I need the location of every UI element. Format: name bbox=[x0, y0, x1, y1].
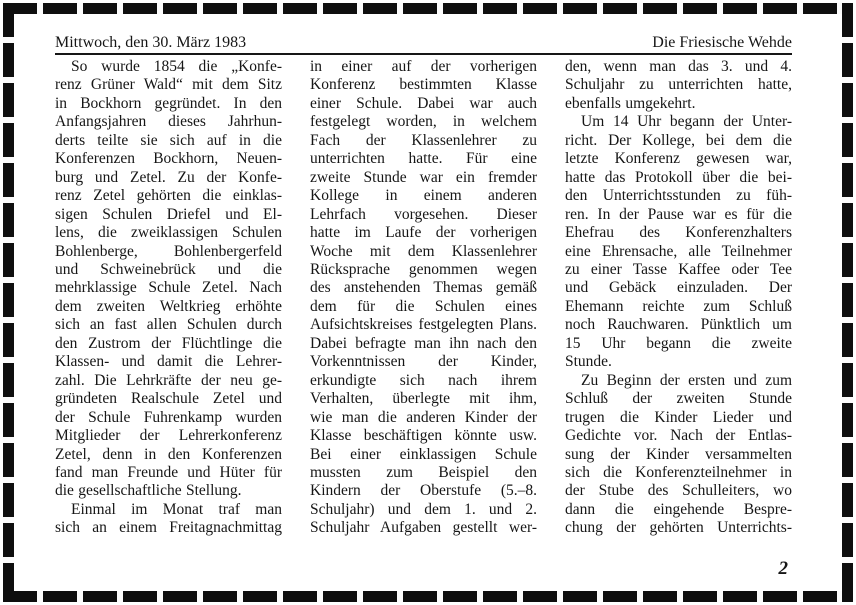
text-line: Einmal im Monat traf man bbox=[71, 500, 282, 518]
text-line: der Schule Fuhrenkamp wurden bbox=[55, 408, 282, 426]
text-line: Fach der Klassenlehrer zu bbox=[310, 131, 537, 149]
text-line: des anstehenden Themas gemäß bbox=[310, 279, 537, 297]
text-line: Konferenzen Bockhorn, Neuen- bbox=[55, 150, 282, 168]
text-column-2 bbox=[310, 58, 537, 538]
text-line: Konferenz bestimmten Klasse bbox=[310, 76, 537, 94]
text-line: der Stube des Schulleiters, wo bbox=[565, 482, 792, 500]
text-line: Schuljahr Aufgaben gestellt wer- bbox=[310, 519, 537, 537]
text-line: unterrichten hatte. Für eine bbox=[310, 150, 537, 168]
text-line: sich an einem Freitagnachmittag bbox=[55, 519, 282, 537]
text-line: wie man die anderen Kinder der bbox=[310, 408, 537, 426]
text-line: So wurde 1854 die „Konfe- bbox=[71, 58, 282, 75]
text-line: Gedichte vor. Nach der Entlas- bbox=[565, 427, 792, 445]
text-line: Zetel, denn in den Konferenzen bbox=[55, 445, 282, 463]
text-line: letzte Konferenz gewesen war, bbox=[565, 150, 792, 168]
text-line: Schluß der zweiten Stunde bbox=[565, 390, 792, 408]
text-line: zu einer Tasse Kaffee oder Tee bbox=[565, 260, 792, 278]
text-line: erkundigte sich nach ihrem bbox=[310, 371, 537, 389]
text-line: Schuljahr) und dem 1. und 2. bbox=[310, 500, 537, 518]
film-border-bottom bbox=[3, 591, 853, 602]
text-line: Ehemann reichte zum Schluß bbox=[565, 297, 792, 315]
text-column-1 bbox=[55, 58, 282, 538]
text-line: den, wenn man das 3. und 4. bbox=[565, 58, 792, 75]
text-line: trugen die Kinder Lieder und bbox=[565, 408, 792, 426]
text-line: richt. Der Kollege, bei dem die bbox=[565, 131, 792, 149]
text-line: Anfangsjahren dieses Jahrhun- bbox=[55, 113, 282, 131]
header-publication-title: Die Friesische Wehde bbox=[652, 34, 792, 51]
text-line: hatte das Protokoll über die bei- bbox=[565, 168, 792, 186]
text-column-3 bbox=[565, 58, 792, 538]
text-line: sigen Schulen Driefel und El- bbox=[55, 205, 282, 223]
text-line: in Bockhorn gegründet. In den bbox=[55, 94, 282, 112]
film-border-right bbox=[842, 3, 853, 602]
text-line: gründeten Realschule Zetel und bbox=[55, 390, 282, 408]
text-line: hatte im Laufe der vorherigen bbox=[310, 224, 537, 242]
text-line: Um 14 Uhr begann der Unter- bbox=[581, 113, 792, 131]
text-line: zweite Stunde war ein fremder bbox=[310, 168, 537, 186]
text-line: Mitglieder der Lehrerkonferenz bbox=[55, 427, 282, 445]
text-columns bbox=[55, 58, 792, 538]
text-line: Verhalten, überlegte mit ihm, bbox=[310, 390, 537, 408]
text-line: zahl. Die Lehrkräfte der neu ge- bbox=[55, 371, 282, 389]
text-line: in einer auf der vorherigen bbox=[310, 58, 537, 75]
text-line: Woche mit dem Klassenlehrer bbox=[310, 242, 537, 260]
text-line: ren. In der Pause war es für die bbox=[565, 205, 792, 223]
text-line: Rücksprache genommen wegen bbox=[310, 260, 537, 278]
text-line: sich die Konferenzteilnehmer in bbox=[565, 463, 792, 481]
text-line: burg und Zetel. Zu der Konfe- bbox=[55, 168, 282, 186]
text-line: Ehefrau des Konferenzhalters bbox=[565, 224, 792, 242]
text-line: und Schweinebrück und die bbox=[55, 260, 282, 278]
film-border-corner bbox=[3, 591, 14, 602]
text-line: noch Rauchwaren. Pünktlich um bbox=[565, 316, 792, 334]
text-line: dann die eingehende Bespre- bbox=[565, 500, 792, 518]
text-line: Klasse beschäftigen könnte usw. bbox=[310, 427, 537, 445]
header-date: Mittwoch, den 30. März 1983 bbox=[55, 34, 247, 51]
text-line: Bei einer einklassigen Schule bbox=[310, 445, 537, 463]
text-line: Stunde. bbox=[565, 353, 612, 371]
text-line: mehrklassige Schule Zetel. Nach bbox=[55, 279, 282, 297]
film-border-corner bbox=[842, 3, 853, 14]
text-line: Schuljahr zu unterrichten hatte, bbox=[565, 76, 792, 94]
text-line: lens, die zweiklassigen Schulen bbox=[55, 224, 282, 242]
text-line: einer Schule. Dabei war auch bbox=[310, 94, 537, 112]
text-line: die gesellschaftliche Stellung. bbox=[55, 482, 242, 500]
text-line: Kollege in einem anderen bbox=[310, 187, 537, 205]
text-line: renz Grüner Wald“ mit dem Sitz bbox=[55, 76, 282, 94]
text-line: den Unterrichtsstunden zu füh- bbox=[565, 187, 792, 205]
page-content bbox=[55, 33, 792, 538]
text-line: 15 Uhr begann die zweite bbox=[565, 334, 792, 352]
text-line: Klassen- und damit die Lehrer- bbox=[55, 353, 282, 371]
text-line: fand man Freunde und Hüter für bbox=[55, 463, 282, 481]
text-line: Dabei befragte man ihn nach den bbox=[310, 334, 537, 352]
film-border-corner bbox=[3, 3, 14, 14]
text-line: Aufsichtskreises festgelegten Plans. bbox=[310, 316, 537, 334]
text-line: Zu Beginn der ersten und zum bbox=[581, 371, 792, 389]
text-line: chung der gehörten Unterrichts- bbox=[565, 519, 792, 537]
text-line: renz Zetel gehörten die einklas- bbox=[55, 187, 282, 205]
text-line: Kindern der Oberstufe (5.–8. bbox=[310, 482, 537, 500]
text-line: Bohlenberge, Bohlenbergerfeld bbox=[55, 242, 282, 260]
film-border-left bbox=[3, 3, 14, 602]
text-line: dem für die Schulen eines bbox=[310, 297, 537, 315]
text-line: sung der Kinder versammelten bbox=[565, 445, 792, 463]
text-line: ebenfalls umgekehrt. bbox=[565, 94, 696, 112]
film-border-top bbox=[3, 3, 853, 14]
text-line: dem zweiten Weltkrieg erhöhte bbox=[55, 297, 282, 315]
text-line: und Gebäck einzuladen. Der bbox=[565, 279, 792, 297]
text-line: festgelegt worden, in welchem bbox=[310, 113, 537, 131]
film-border-corner bbox=[842, 591, 853, 602]
page-number: 2 bbox=[778, 558, 788, 579]
text-line: Vorkenntnissen der Kinder, bbox=[310, 353, 537, 371]
text-line: eine Ehrensache, alle Teilnehmer bbox=[565, 242, 792, 260]
text-line: mussten zum Beispiel den bbox=[310, 463, 537, 481]
text-line: Lehrfach vorgesehen. Dieser bbox=[310, 205, 537, 223]
text-line: derts teilte sie sich auf in die bbox=[55, 131, 282, 149]
text-line: den Zustrom der Flüchtlinge die bbox=[55, 334, 282, 352]
text-line: sich an fast allen Schulen durch bbox=[55, 316, 282, 334]
page-header bbox=[55, 33, 792, 55]
